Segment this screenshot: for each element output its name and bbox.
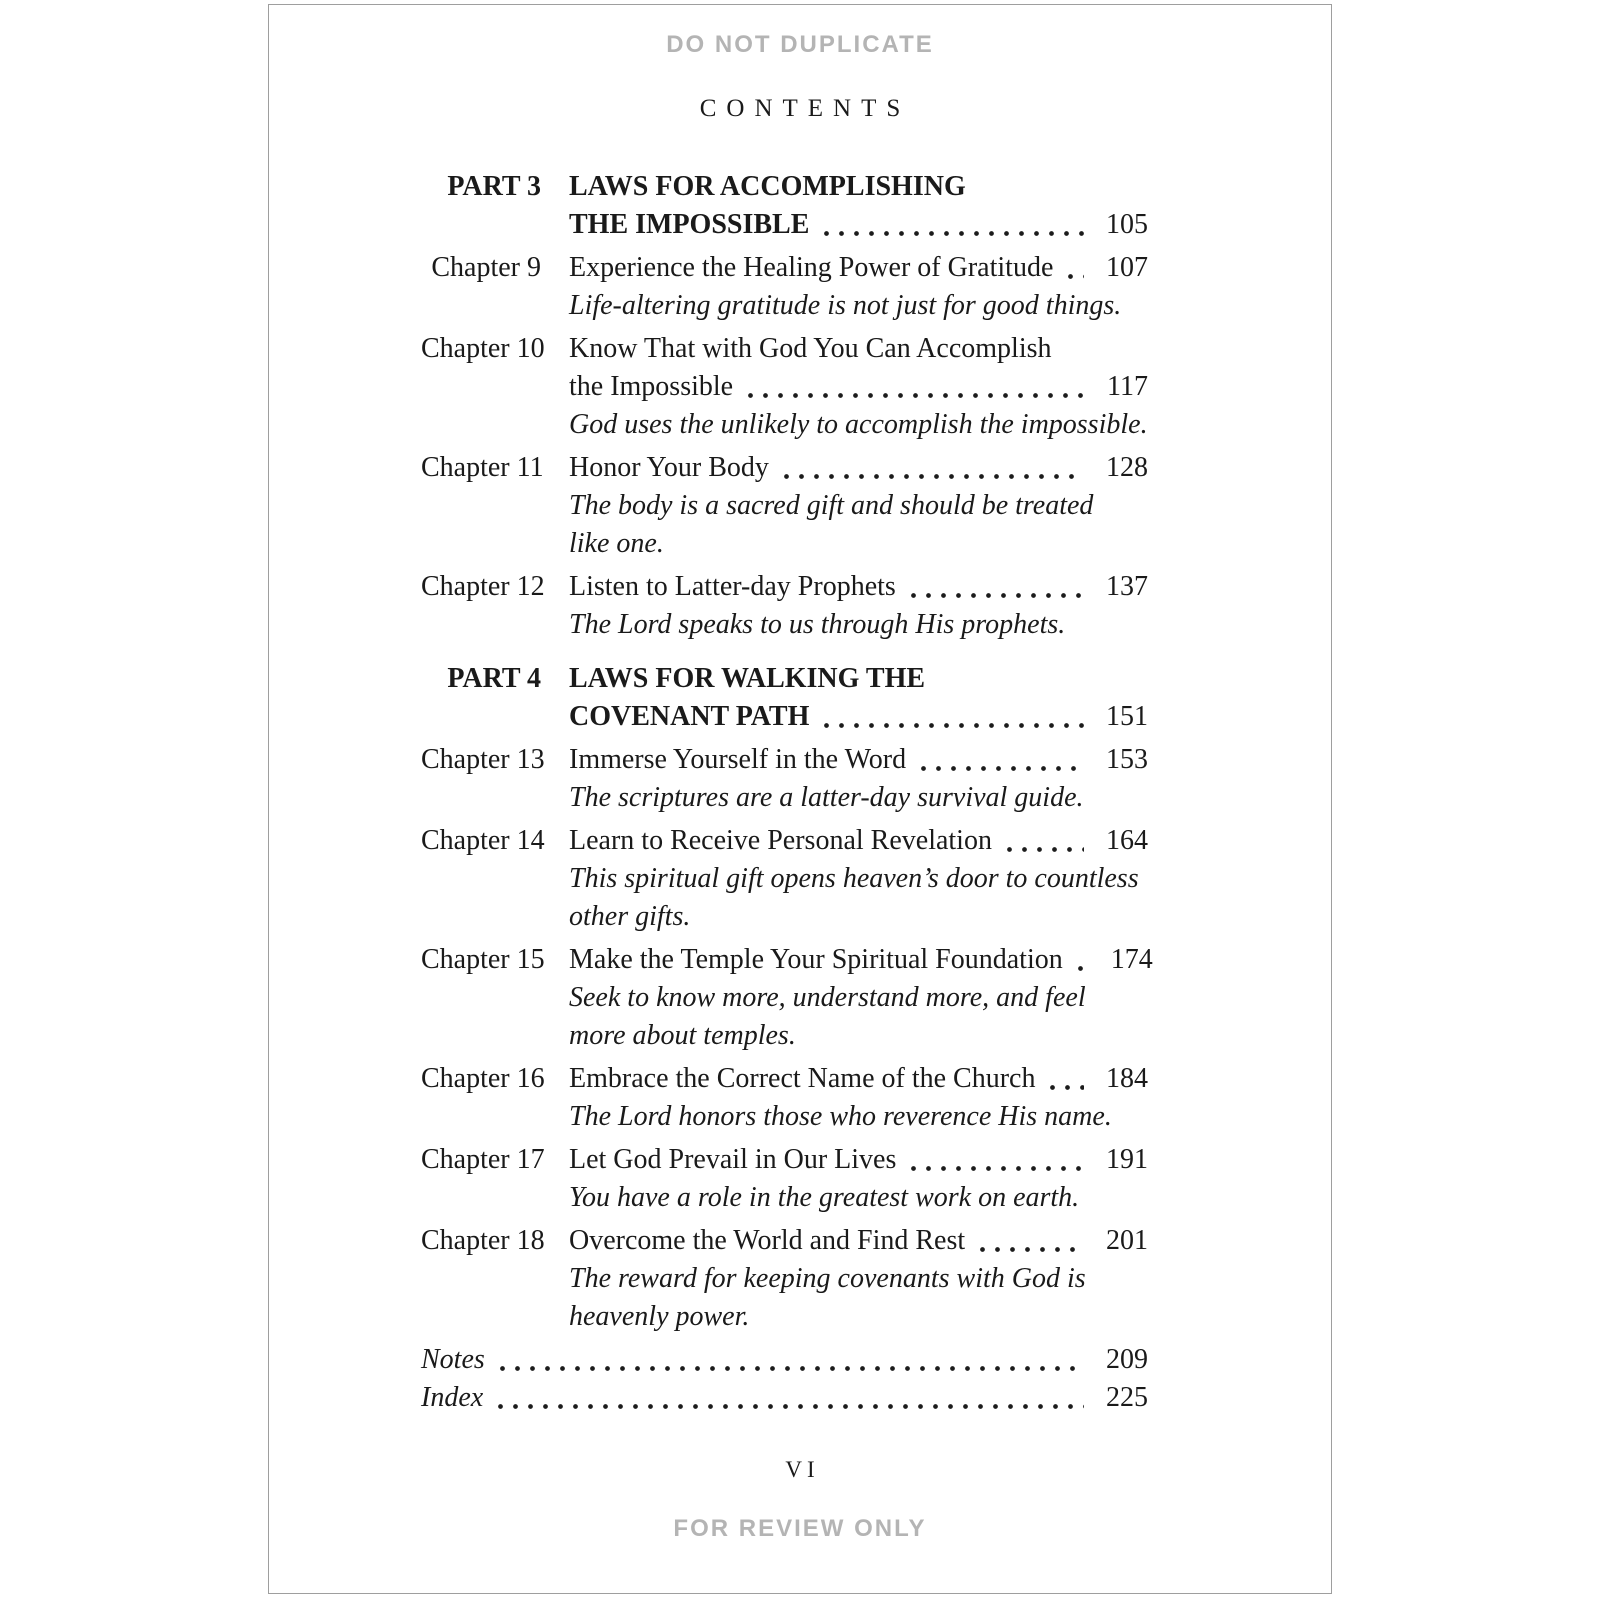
toc-entry-title: LAWS FOR WALKING THE	[569, 663, 926, 694]
toc-entry-line	[421, 698, 1148, 736]
toc-subtitle-line	[421, 898, 1148, 936]
toc-entry-title: Make the Temple Your Spiritual Foundation	[569, 944, 1063, 975]
toc-entry-line	[421, 822, 1148, 860]
toc-subtitle-line	[421, 779, 1148, 817]
toc-entry-subtitle: more about temples.	[569, 1020, 796, 1051]
toc-page-number: 128	[1106, 452, 1148, 483]
toc-entry	[421, 1141, 1148, 1217]
backmatter-label: Notes	[421, 1344, 485, 1375]
toc-entry-subtitle: The reward for keeping covenants with God is	[569, 1263, 1086, 1294]
toc-page-number: 174	[1110, 944, 1153, 975]
toc-entry-line	[421, 249, 1148, 287]
toc-entry	[421, 168, 1148, 244]
toc-entry-subtitle: The body is a sacred gift and should be treated	[569, 490, 1094, 521]
toc-entry-label: Chapter 14	[421, 825, 545, 856]
toc-entry-title: the Impossible	[569, 371, 734, 402]
toc-page-number: 117	[1107, 371, 1148, 402]
dot-leader	[817, 698, 1084, 736]
toc-subtitle-line	[421, 525, 1148, 563]
toc-entry-label: Chapter 18	[421, 1225, 545, 1256]
toc-entry	[421, 568, 1148, 644]
toc-entry-label: PART 3	[447, 171, 541, 202]
watermark-do-not-duplicate: DO NOT DUPLICATE	[666, 31, 934, 58]
dot-leader	[741, 368, 1084, 406]
toc-entry-line	[421, 1222, 1148, 1260]
toc-page-number: 137	[1106, 571, 1148, 602]
toc-subtitle-line	[421, 487, 1148, 525]
toc-entry	[421, 330, 1148, 444]
toc-entry-label: Chapter 15	[421, 944, 545, 975]
toc-entry-title: Know That with God You Can Accomplish	[569, 333, 1052, 364]
toc-page-number: 191	[1106, 1144, 1148, 1175]
toc-entry-subtitle: The Lord speaks to us through His prophets.	[569, 609, 1066, 640]
backmatter-label: Index	[421, 1382, 484, 1413]
toc-entry-label: Chapter 10	[421, 333, 545, 364]
toc-entry-line	[421, 1141, 1148, 1179]
toc-entry	[421, 1060, 1148, 1136]
toc-entry-subtitle: other gifts.	[569, 901, 691, 932]
toc-entry	[421, 822, 1148, 936]
toc-list	[421, 168, 1153, 1417]
toc-page-number: 184	[1106, 1063, 1148, 1094]
toc-entry-backmatter	[421, 1341, 1148, 1379]
toc-entry-title: COVENANT PATH	[569, 701, 810, 732]
toc-entry-title: Embrace the Correct Name of the Church	[569, 1063, 1036, 1094]
toc-entry	[421, 941, 1153, 1055]
toc-subtitle-line	[421, 287, 1148, 325]
dot-leader	[973, 1222, 1084, 1260]
toc-subtitle-line	[421, 1260, 1148, 1298]
toc-page-number: 153	[1106, 744, 1148, 775]
toc-entry-label: Chapter 17	[421, 1144, 545, 1175]
toc-entry-label: Chapter 11	[421, 452, 544, 483]
toc-entry-label: Chapter 9	[431, 252, 541, 283]
book-page	[268, 4, 1332, 1594]
toc-entry-backmatter	[421, 1379, 1148, 1417]
toc-entry-subtitle: God uses the unlikely to accomplish the impossible.	[569, 409, 1148, 440]
dot-leader	[904, 568, 1084, 606]
dot-leader	[1000, 822, 1084, 860]
toc-entry-line	[421, 660, 1148, 698]
dot-leader	[914, 741, 1084, 779]
dot-leader	[1061, 249, 1084, 287]
toc-entry-title: THE IMPOSSIBLE	[569, 209, 810, 240]
dot-leader	[817, 206, 1084, 244]
toc-subtitle-line	[421, 406, 1148, 444]
toc-entry-line	[421, 1060, 1148, 1098]
toc-entry-label: PART 4	[447, 663, 541, 694]
toc-entry-line	[421, 206, 1148, 244]
toc-page-number: 107	[1106, 252, 1148, 283]
toc-entry	[421, 249, 1148, 325]
toc-entry-title: Immerse Yourself in the Word	[569, 744, 907, 775]
toc-page-number: 209	[1106, 1344, 1148, 1375]
toc-subtitle-line	[421, 1298, 1148, 1336]
toc-entry-title: LAWS FOR ACCOMPLISHING	[569, 171, 966, 202]
dot-leader	[904, 1141, 1084, 1179]
dot-leader	[1071, 941, 1089, 979]
toc-entry-subtitle: This spiritual gift opens heaven’s door to countless	[569, 863, 1139, 894]
toc-entry-line	[421, 941, 1153, 979]
dot-leader	[777, 449, 1084, 487]
toc-entry-subtitle: The scriptures are a latter-day survival guide.	[569, 782, 1084, 813]
contents-heading: CONTENTS	[699, 95, 911, 122]
toc-page-number: 105	[1106, 209, 1148, 240]
toc-entry	[421, 449, 1148, 563]
toc-subtitle-line	[421, 1017, 1148, 1055]
toc-subtitle-line	[421, 979, 1148, 1017]
toc-entry-subtitle: You have a role in the greatest work on earth.	[569, 1182, 1080, 1213]
toc-entry-line	[421, 368, 1148, 406]
toc-entry-line	[421, 568, 1148, 606]
toc-entry-subtitle: like one.	[569, 528, 664, 559]
toc-entry	[421, 1222, 1148, 1336]
toc-entry	[421, 741, 1148, 817]
toc-entry-line	[421, 741, 1148, 779]
toc-entry-title: Experience the Healing Power of Gratitude	[569, 252, 1054, 283]
toc-entry-title: Learn to Receive Personal Revelation	[569, 825, 992, 856]
toc-subtitle-line	[421, 606, 1148, 644]
toc-page-number: 225	[1106, 1382, 1148, 1413]
dot-leader	[1043, 1060, 1084, 1098]
toc-entry-label: Chapter 16	[421, 1063, 545, 1094]
toc-entry-label: Chapter 13	[421, 744, 545, 775]
toc-page-number: 201	[1106, 1225, 1148, 1256]
toc-page-number: 151	[1106, 701, 1148, 732]
toc-entry	[421, 660, 1148, 736]
watermark-for-review-only: FOR REVIEW ONLY	[673, 1515, 927, 1542]
toc-subtitle-line	[421, 1098, 1148, 1136]
toc-entry-line	[421, 449, 1148, 487]
toc-entry-line	[421, 168, 1148, 206]
toc-entry-title: Let God Prevail in Our Lives	[569, 1144, 897, 1175]
toc-page-number: 164	[1106, 825, 1148, 856]
toc-entry-subtitle: Life-altering gratitude is not just for good things.	[569, 290, 1122, 321]
page-number-folio: VI	[785, 1457, 820, 1482]
toc-entry-subtitle: Seek to know more, understand more, and feel	[569, 982, 1086, 1013]
toc-subtitle-line	[421, 1179, 1148, 1217]
dot-leader	[491, 1379, 1084, 1417]
toc-entry-line	[421, 330, 1148, 368]
toc-subtitle-line	[421, 860, 1148, 898]
toc-entry-subtitle: The Lord honors those who reverence His name.	[569, 1101, 1112, 1132]
dot-leader	[493, 1341, 1084, 1379]
toc-entry-title: Honor Your Body	[569, 452, 769, 483]
toc-entry-title: Listen to Latter-day Prophets	[569, 571, 896, 602]
toc-entry-subtitle: heavenly power.	[569, 1301, 750, 1332]
toc-entry-title: Overcome the World and Find Rest	[569, 1225, 966, 1256]
toc-entry-label: Chapter 12	[421, 571, 545, 602]
